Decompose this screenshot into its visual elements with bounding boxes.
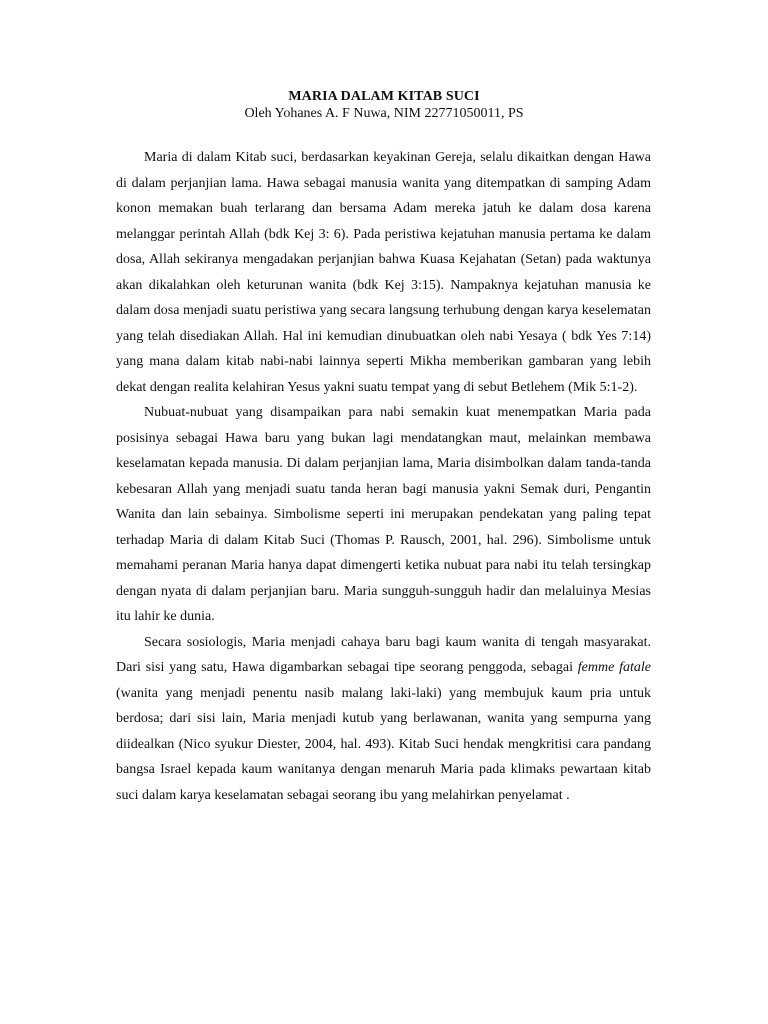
document-author: Oleh Yohanes A. F Nuwa, NIM 22771050011, PS [244,106,524,121]
document-title: MARIA DALAM KITAB SUCI [288,89,480,104]
document-header [0,88,768,122]
italic-term: femme fatale [577,660,652,675]
paragraph-2: Nubuat-nubuat yang disampaikan para nabi semakin kuat menempatkan Maria pada posisinya sebagai Hawa baru yang bukan lagi mendatangkan maut, melainkan membawa keselamatan kepada manusia. Di dalam perjanjian lama, Maria disimbolkan dalam tanda-tanda kebesaran Allah yang menjadi suatu tanda heran bagi manusia yakni Semak duri, Pengantin Wanita dan lain sebainya. Simbolisme seperti ini merupakan pendekatan yang paling tepat terhadap Maria di dalam Kitab Suci (Thomas P. Rausch, 2001, hal. 296). Simbolisme untuk memahami peranan Maria hanya dapat dimengerti ketika nubuat para nabi itu telah tersingkap dengan nyata di dalam perjanjian baru. Maria sungguh-sungguh hadir dan melaluinya Mesias itu lahir ke dunia. [116,405,651,624]
paragraph-3-part-2: (wanita yang menjadi penentu nasib malang laki-laki) yang membujuk kaum pria untuk berdosa; dari sisi lain, Maria menjadi kutub yang berlawanan, wanita yang sempurna yang diidealkan (Nico syukur Diester, 2004, hal. 493). Kitab Suci hendak mengkritisi cara pandang bangsa Israel kepada kaum wanitanya dengan menaruh Maria pada klimaks pewartaan kitab suci dalam karya keselamatan sebagai seorang ibu yang melahirkan penyelamat . [116,685,651,803]
document-body [116,145,651,808]
paragraph-3-part-1: Secara sosiologis, Maria menjadi cahaya baru bagi kaum wanita di tengah masyarakat. Dari sisi yang satu, Hawa digambarkan sebagai tipe seorang penggoda, sebagai [116,634,651,675]
paragraph-3 [116,630,651,809]
paragraph-1: Maria di dalam Kitab suci, berdasarkan keyakinan Gereja, selalu dikaitkan dengan Hawa di dalam perjanjian lama. Hawa sebagai manusia wanita yang ditempatkan di samping Adam konon memakan buah terlarang dan bersama Adam mereka jatuh ke dalam dosa karena melanggar perintah Allah (bdk Kej 3: 6). Pada peristiwa kejatuhan manusia pertama ke dalam dosa, Allah sekiranya mengadakan perjanjian bahwa Kuasa Kejahatan (Setan) pada waktunya akan dikalahkan oleh keturunan wanita (bdk Kej 3:15). Nampaknya kejatuhan manusia ke dalam dosa menjadi suatu peristiwa yang secara langsung terhubung dengan karya keselematan yang telah disediakan Allah. Hal ini kemudian dinubuatkan oleh nabi Yesaya ( bdk Yes 7:14) yang mana dalam kitab nabi-nabi lainnya seperti Mikha memberikan gambaran yang lebih dekat dengan realita kelahiran Yesus yakni suatu tempat yang di sebut Betlehem (Mik 5:1-2). [116,150,651,395]
